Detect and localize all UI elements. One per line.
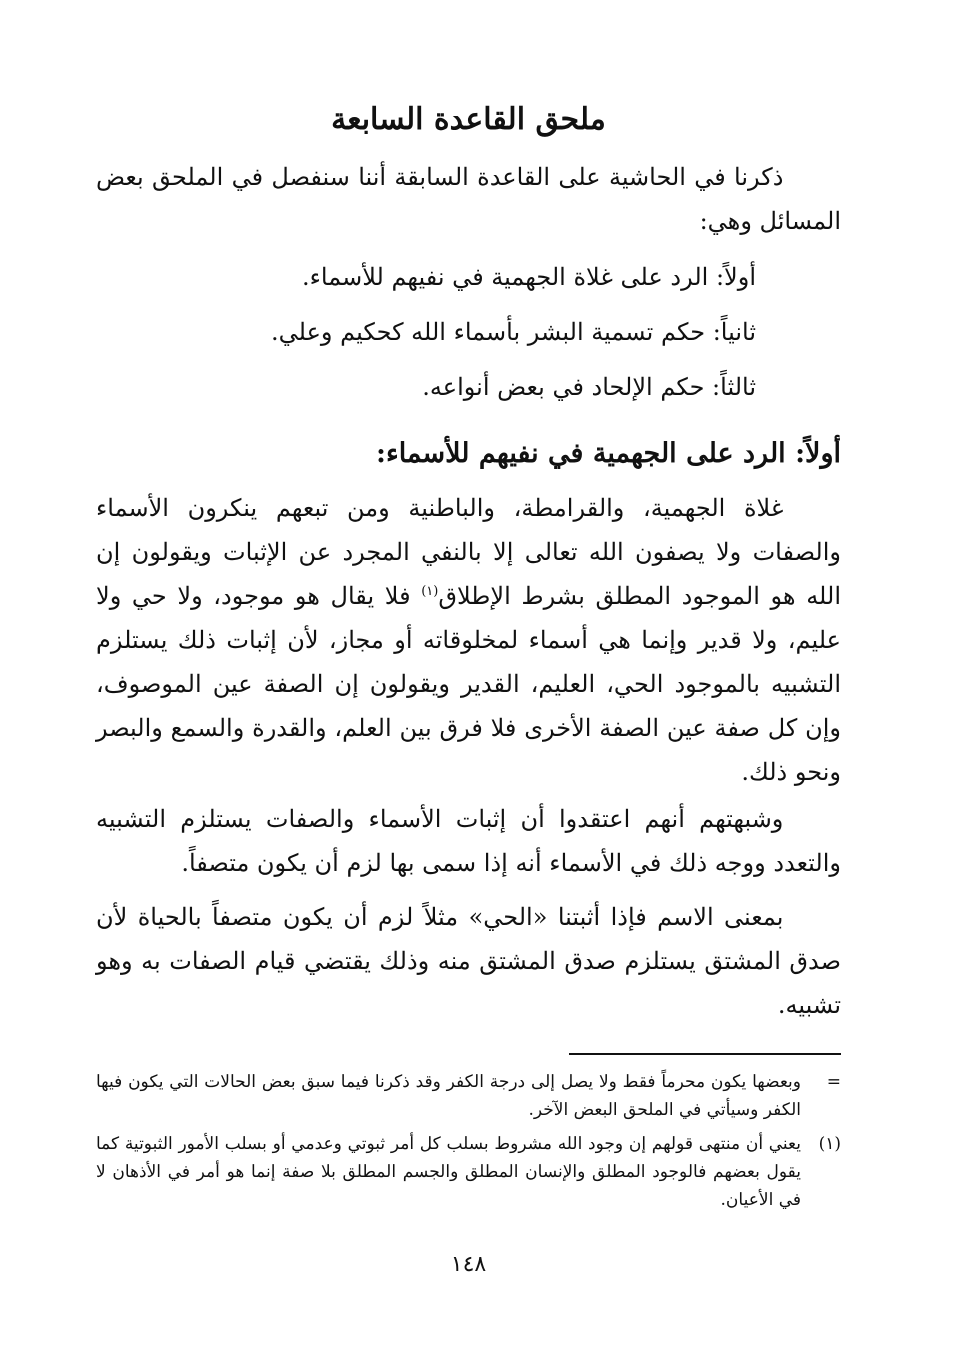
footnote-text: وبعضها يكون محرماً فقط ولا يصل إلى درجة الكفر وقد ذكرنا فيما سبق بعض الحالات التي يكون فيها الكفر وسيأتي في الملحق البعض الآخر.: [96, 1072, 801, 1120]
list-item-number: أولاً:: [715, 263, 756, 291]
list-item: [96, 250, 841, 305]
list-item-text: حكم تسمية البشر بأسماء الله كحكيم وعلي.: [271, 318, 706, 346]
list-item: [96, 360, 841, 415]
list-item-number: ثالثاً:: [712, 373, 756, 401]
body-paragraph: [96, 486, 841, 794]
footnote-divider: [569, 1053, 841, 1055]
paragraph-text: فلا يقال هو موجود، ولا حي ولا عليم، ولا قدير وإنما هي أسماء لمخلوقاته أو مجاز، لأن إثبات ذلك يستلزم التشبيه بالموجود الحي، العليم، القدير ويقولون إن الصفة عين الموصوف، وإن كل صفة عين الصفة الأخرى فلا فرق بين العلم، والقدرة والسمع والبصر ونحو ذلك.: [96, 582, 841, 786]
page-title: ملحق القاعدة السابعة: [331, 102, 606, 137]
footnote: [96, 1130, 841, 1214]
list-item-text: الرد على غلاة الجهمية في نفيهم للأسماء.: [301, 263, 709, 291]
intro-paragraph: ذكرنا في الحاشية على القاعدة السابقة أننا سنفصل في الملحق بعض المسائل وهي:: [96, 163, 841, 235]
footnotes: [96, 1068, 841, 1220]
footnote: [96, 1068, 841, 1124]
footnote-marker: =: [826, 1072, 841, 1092]
footnote-text: يعني أن منتهى قولهم إن وجود الله مشروط بسلب كل أمر ثبوتي وعدمي أو بسلب الأمور الثبوتية كما يقول بعضهم فالوجود المطلق والإنسان المطلق والجسم المطلق بلا صفة إنما هو أمر في الأذهان لا في الأعيان.: [96, 1134, 801, 1210]
list-item-text: حكم الإلحاد في بعض أنواعه.: [422, 373, 705, 401]
page-number: ١٤٨: [450, 1252, 487, 1277]
list-item: [96, 305, 841, 360]
body-paragraph: وشبهتهم أنهم اعتقدوا أن إثبات الأسماء والصفات يستلزم التشبيه والتعدد ووجه ذلك في الأسماء أنه إذا سمى بها لزم أن يكون متصفاً.: [96, 805, 841, 877]
footnote-marker: (١): [818, 1134, 841, 1154]
section-heading: أولاً: الرد على الجهمية في نفيهم للأسماء:: [376, 438, 841, 469]
list-item-number: ثانياً:: [712, 318, 756, 346]
body-paragraph: بمعنى الاسم فإذا أثبتنا «الحي» مثلاً لزم أن يكون متصفاً بالحياة لأن صدق المشتق يستلزم صدق المشتق منه وذلك يقتضي قيام الصفات به وهو تشبيه.: [96, 903, 841, 1019]
footnote-reference: (١): [421, 584, 439, 599]
topics-list: [96, 250, 841, 415]
paragraph-text: غلاة الجهمية، والقرامطة، والباطنية ومن تبعهم ينكرون الأسماء والصفات ولا يصفون الله تعالى إلا بالنفي المجرد عن الإثبات ويقولون إن الله هو الموجود المطلق بشرط الإطلاق: [96, 494, 841, 610]
